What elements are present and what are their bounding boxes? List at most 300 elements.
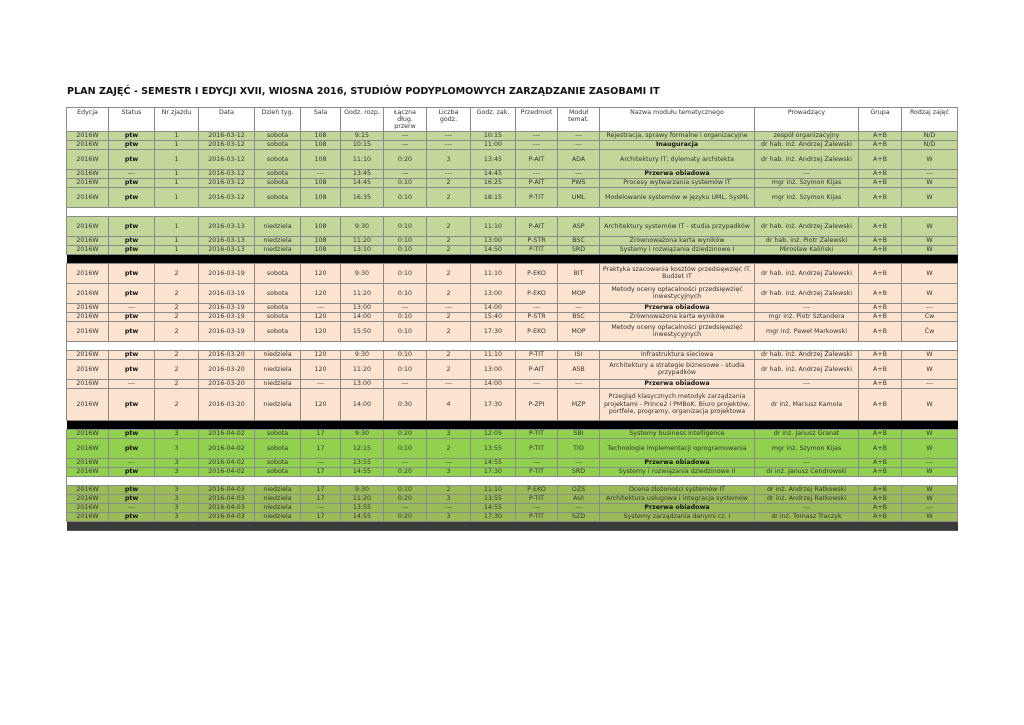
cell-date: 2016-04-02 <box>199 458 255 467</box>
cell-edition: 2016W <box>67 429 109 438</box>
cell-status: ptw <box>109 485 155 494</box>
cell-hours: --- <box>427 131 471 140</box>
cell-end-time: 13:45 <box>471 149 516 169</box>
cell-weekday: niedziela <box>255 379 301 388</box>
cell-module-code: ISI <box>558 350 600 359</box>
cell-weekday: sobota <box>255 283 301 303</box>
cell-class-type: --- <box>902 458 958 467</box>
cell-room: 120 <box>301 359 341 379</box>
cell-module-code: --- <box>558 303 600 312</box>
column-header-module-code: Moduł temat. <box>558 108 600 132</box>
cell-edition: 2016W <box>67 503 109 512</box>
cell-module-name: Architektura usługowa i integracja systemów <box>600 494 755 503</box>
cell-end-time: 18:15 <box>471 187 516 207</box>
cell-group: A+B <box>859 312 902 321</box>
cell-group: A+B <box>859 140 902 149</box>
table-row <box>67 245 958 254</box>
cell-weekday: niedziela <box>255 350 301 359</box>
cell-start-time: 13:55 <box>341 503 384 512</box>
cell-group: A+B <box>859 149 902 169</box>
cell-edition: 2016W <box>67 458 109 467</box>
cell-edition: 2016W <box>67 485 109 494</box>
cell-session-no: 1 <box>155 140 199 149</box>
cell-edition: 2016W <box>67 303 109 312</box>
cell-date: 2016-03-12 <box>199 149 255 169</box>
cell-weekday: sobota <box>255 178 301 187</box>
cell-module-code: SRD <box>558 245 600 254</box>
cell-break-length: 0:10 <box>384 236 427 245</box>
cell-hours: --- <box>427 169 471 178</box>
cell-module-code: --- <box>558 503 600 512</box>
cell-break-length: --- <box>384 169 427 178</box>
cell-date: 2016-03-12 <box>199 131 255 140</box>
cell-edition: 2016W <box>67 512 109 521</box>
cell-session-no: 2 <box>155 388 199 420</box>
cell-group: A+B <box>859 321 902 341</box>
cell-status: ptw <box>109 283 155 303</box>
cell-subject: --- <box>516 140 558 149</box>
cell-start-time: 13:55 <box>341 458 384 467</box>
cell-break-length: --- <box>384 503 427 512</box>
cell-hours: 2 <box>427 283 471 303</box>
cell-end-time: 14:00 <box>471 303 516 312</box>
cell-hours: 2 <box>427 245 471 254</box>
cell-status: ptw <box>109 131 155 140</box>
cell-class-type: --- <box>902 169 958 178</box>
cell-module-name: Systemy i rozwiązania dziedzinowe I <box>600 245 755 254</box>
cell-end-time: 13:00 <box>471 359 516 379</box>
cell-weekday: sobota <box>255 458 301 467</box>
cell-weekday: sobota <box>255 321 301 341</box>
column-header-room: Sala <box>301 108 341 132</box>
cell-session-no: 1 <box>155 245 199 254</box>
table-row <box>67 178 958 187</box>
cell-room: --- <box>301 169 341 178</box>
cell-end-time: 11:00 <box>471 140 516 149</box>
cell-session-no: 3 <box>155 429 199 438</box>
cell-status: ptw <box>109 149 155 169</box>
table-row <box>67 467 958 476</box>
cell-session-no: 3 <box>155 494 199 503</box>
cell-hours: 3 <box>427 429 471 438</box>
cell-session-no: 3 <box>155 458 199 467</box>
cell-weekday: sobota <box>255 312 301 321</box>
cell-class-type: W <box>902 263 958 283</box>
cell-session-no: 1 <box>155 149 199 169</box>
cell-hours: 3 <box>427 467 471 476</box>
cell-class-type: --- <box>902 503 958 512</box>
cell-edition: 2016W <box>67 438 109 458</box>
cell-break-length: 0:30 <box>384 388 427 420</box>
cell-hours: --- <box>427 503 471 512</box>
cell-edition: 2016W <box>67 350 109 359</box>
cell-lecturer: zespół organizacyjny <box>755 131 859 140</box>
cell-date: 2016-03-19 <box>199 283 255 303</box>
cell-lecturer: mgr inż. Szymon Kijas <box>755 187 859 207</box>
cell-subject: P-TIT <box>516 245 558 254</box>
table-row <box>67 429 958 438</box>
column-header-hours: Liczba godz. <box>427 108 471 132</box>
cell-subject: P-EKO <box>516 283 558 303</box>
cell-edition: 2016W <box>67 178 109 187</box>
cell-subject: P-EKO <box>516 321 558 341</box>
cell-start-time: 9:30 <box>341 429 384 438</box>
cell-break-length: 0:10 <box>384 321 427 341</box>
cell-weekday: sobota <box>255 429 301 438</box>
cell-date: 2016-03-12 <box>199 140 255 149</box>
column-header-end-time: Godz. zak. <box>471 108 516 132</box>
cell-module-code: --- <box>558 140 600 149</box>
cell-break-length: --- <box>384 458 427 467</box>
cell-end-time: 16:25 <box>471 178 516 187</box>
cell-start-time: 14:00 <box>341 388 384 420</box>
cell-date: 2016-03-20 <box>199 388 255 420</box>
cell-start-time: 12:15 <box>341 438 384 458</box>
cell-start-time: 9:30 <box>341 216 384 236</box>
cell-subject: --- <box>516 303 558 312</box>
cell-group: A+B <box>859 485 902 494</box>
cell-start-time: 13:00 <box>341 303 384 312</box>
cell-group: A+B <box>859 429 902 438</box>
cell-date: 2016-04-03 <box>199 494 255 503</box>
cell-module-code: ASB <box>558 359 600 379</box>
cell-start-time: 14:00 <box>341 312 384 321</box>
cell-break-length: --- <box>384 303 427 312</box>
column-header-session-no: Nr zjazdu <box>155 108 199 132</box>
cell-status: ptw <box>109 236 155 245</box>
cell-subject: P-TIT <box>516 438 558 458</box>
cell-module-name: Systemy business intelligence <box>600 429 755 438</box>
cell-module-name: Zrównoważona karta wyników <box>600 312 755 321</box>
cell-class-type: W <box>902 485 958 494</box>
cell-lecturer: mgr inż. Piotr Sztandera <box>755 312 859 321</box>
cell-room: 108 <box>301 236 341 245</box>
cell-lecturer: Mirosław Kaliński <box>755 245 859 254</box>
separator-cell <box>67 521 958 530</box>
cell-edition: 2016W <box>67 312 109 321</box>
cell-date: 2016-03-12 <box>199 178 255 187</box>
table-row <box>67 169 958 178</box>
column-header-start-time: Godz. rozp. <box>341 108 384 132</box>
cell-hours: --- <box>427 140 471 149</box>
column-header-weekday: Dzień tyg. <box>255 108 301 132</box>
cell-weekday: sobota <box>255 303 301 312</box>
cell-end-time: 14:50 <box>471 245 516 254</box>
cell-module-code: BIT <box>558 263 600 283</box>
cell-module-code: MOP <box>558 321 600 341</box>
cell-group: A+B <box>859 379 902 388</box>
cell-lecturer: --- <box>755 169 859 178</box>
cell-lecturer: dr hab. inż. Andrzej Zalewski <box>755 359 859 379</box>
cell-group: A+B <box>859 494 902 503</box>
cell-class-type: N/D <box>902 140 958 149</box>
cell-module-name: Architektury a strategie biznesowe - studia przypadków <box>600 359 755 379</box>
cell-subject: P-STR <box>516 312 558 321</box>
cell-lecturer: --- <box>755 379 859 388</box>
cell-weekday: sobota <box>255 438 301 458</box>
cell-group: A+B <box>859 169 902 178</box>
separator-cell <box>67 207 958 216</box>
cell-edition: 2016W <box>67 140 109 149</box>
separator-row <box>67 521 958 530</box>
cell-end-time: 11:10 <box>471 216 516 236</box>
cell-lecturer: --- <box>755 458 859 467</box>
cell-module-name: Procesy wytwarzania systemów IT <box>600 178 755 187</box>
separator-row <box>67 254 958 263</box>
cell-status: --- <box>109 503 155 512</box>
cell-class-type: W <box>902 149 958 169</box>
cell-module-code: SRD <box>558 467 600 476</box>
cell-module-name: Przerwa obiadowa <box>600 503 755 512</box>
cell-break-length: 0:10 <box>384 245 427 254</box>
cell-subject: P-TIT <box>516 494 558 503</box>
table-row <box>67 359 958 379</box>
cell-hours: 2 <box>427 359 471 379</box>
cell-subject: P-ZPI <box>516 388 558 420</box>
cell-subject: P-AIT <box>516 359 558 379</box>
table-row <box>67 263 958 283</box>
cell-end-time: 12:05 <box>471 429 516 438</box>
cell-end-time: 10:15 <box>471 131 516 140</box>
cell-room: 108 <box>301 245 341 254</box>
table-row <box>67 485 958 494</box>
cell-end-time: 14:45 <box>471 169 516 178</box>
cell-end-time: 14:55 <box>471 458 516 467</box>
cell-module-name: Systemy zarządzania danymi cz. I <box>600 512 755 521</box>
cell-lecturer: mgr inż. Szymon Kijas <box>755 178 859 187</box>
cell-group: A+B <box>859 438 902 458</box>
cell-start-time: 13:00 <box>341 379 384 388</box>
cell-break-length: 0:10 <box>384 350 427 359</box>
cell-hours: 4 <box>427 388 471 420</box>
cell-module-name: Metody oceny opłacalności przedsięwzięć inwestycyjnych <box>600 321 755 341</box>
cell-subject: P-AIT <box>516 178 558 187</box>
cell-lecturer: dr hab. inż. Andrzej Zalewski <box>755 263 859 283</box>
cell-edition: 2016W <box>67 388 109 420</box>
cell-end-time: 14:55 <box>471 503 516 512</box>
cell-class-type: W <box>902 467 958 476</box>
cell-lecturer: dr inż. Tomasz Traczyk <box>755 512 859 521</box>
cell-session-no: 3 <box>155 467 199 476</box>
cell-weekday: sobota <box>255 140 301 149</box>
cell-status: ptw <box>109 263 155 283</box>
cell-weekday: sobota <box>255 263 301 283</box>
cell-module-code: --- <box>558 131 600 140</box>
cell-start-time: 9:30 <box>341 350 384 359</box>
schedule-table <box>66 107 958 531</box>
cell-class-type: W <box>902 512 958 521</box>
cell-module-name: Architektury IT; dylematy architekta <box>600 149 755 169</box>
table-row <box>67 494 958 503</box>
cell-session-no: 3 <box>155 438 199 458</box>
column-header-date: Data <box>199 108 255 132</box>
cell-module-name: Rejestracja, sprawy formalne i organizacyjne <box>600 131 755 140</box>
cell-date: 2016-04-02 <box>199 438 255 458</box>
cell-date: 2016-03-13 <box>199 245 255 254</box>
cell-weekday: sobota <box>255 131 301 140</box>
cell-hours: --- <box>427 458 471 467</box>
cell-end-time: 17:30 <box>471 512 516 521</box>
table-row <box>67 350 958 359</box>
cell-subject: P-EKO <box>516 263 558 283</box>
cell-start-time: 9:15 <box>341 131 384 140</box>
cell-module-name: Przerwa obiadowa <box>600 458 755 467</box>
cell-session-no: 3 <box>155 503 199 512</box>
cell-break-length: 0:10 <box>384 216 427 236</box>
cell-lecturer: dr inż. Janusz Cendrowski <box>755 467 859 476</box>
table-row <box>67 187 958 207</box>
cell-module-code: AUI <box>558 494 600 503</box>
cell-status: ptw <box>109 178 155 187</box>
cell-subject: P-TIT <box>516 429 558 438</box>
cell-status: ptw <box>109 438 155 458</box>
cell-module-code: MOP <box>558 283 600 303</box>
cell-session-no: 2 <box>155 359 199 379</box>
cell-edition: 2016W <box>67 467 109 476</box>
cell-module-name: Ocena złożoności systemów IT <box>600 485 755 494</box>
cell-session-no: 2 <box>155 350 199 359</box>
cell-edition: 2016W <box>67 149 109 169</box>
cell-start-time: 15:50 <box>341 321 384 341</box>
cell-weekday: niedziela <box>255 503 301 512</box>
cell-group: A+B <box>859 187 902 207</box>
cell-room: 17 <box>301 512 341 521</box>
table-header <box>67 108 958 132</box>
cell-date: 2016-03-20 <box>199 350 255 359</box>
cell-module-name: Technologie implementacji oprogramowania <box>600 438 755 458</box>
cell-group: A+B <box>859 178 902 187</box>
cell-start-time: 11:10 <box>341 149 384 169</box>
cell-module-name: Praktyka szacowania kosztów przedsięwzięć IT. Budżet IT <box>600 263 755 283</box>
cell-lecturer: dr inż. Mariusz Kamola <box>755 388 859 420</box>
cell-session-no: 2 <box>155 312 199 321</box>
cell-group: A+B <box>859 458 902 467</box>
cell-weekday: niedziela <box>255 512 301 521</box>
cell-hours: 3 <box>427 149 471 169</box>
cell-module-code: BSC <box>558 236 600 245</box>
cell-weekday: sobota <box>255 187 301 207</box>
cell-break-length: 0:20 <box>384 512 427 521</box>
cell-room: 108 <box>301 140 341 149</box>
cell-start-time: 14:55 <box>341 467 384 476</box>
cell-module-code: OZS <box>558 485 600 494</box>
cell-hours: 2 <box>427 178 471 187</box>
cell-group: A+B <box>859 503 902 512</box>
cell-class-type: W <box>902 216 958 236</box>
separator-cell <box>67 420 958 429</box>
cell-end-time: 11:10 <box>471 485 516 494</box>
cell-module-code: TIO <box>558 438 600 458</box>
cell-subject: P-EKO <box>516 485 558 494</box>
cell-room: 120 <box>301 321 341 341</box>
cell-end-time: 11:10 <box>471 350 516 359</box>
cell-class-type: W <box>902 388 958 420</box>
cell-session-no: 1 <box>155 216 199 236</box>
cell-hours: 2 <box>427 263 471 283</box>
header-row <box>67 108 958 132</box>
cell-start-time: 10:15 <box>341 140 384 149</box>
table-row <box>67 458 958 467</box>
cell-status: ptw <box>109 512 155 521</box>
cell-class-type: W <box>902 283 958 303</box>
cell-edition: 2016W <box>67 169 109 178</box>
cell-class-type: W <box>902 236 958 245</box>
cell-start-time: 16:35 <box>341 187 384 207</box>
cell-weekday: sobota <box>255 149 301 169</box>
cell-weekday: sobota <box>255 467 301 476</box>
table-row <box>67 312 958 321</box>
cell-status: ptw <box>109 187 155 207</box>
table-row <box>67 131 958 140</box>
cell-module-name: Metody oceny opłacalności przedsięwzięć inwestycyjnych <box>600 283 755 303</box>
cell-date: 2016-04-02 <box>199 467 255 476</box>
column-header-class-type: Rodzaj zajęć <box>902 108 958 132</box>
cell-weekday: sobota <box>255 169 301 178</box>
cell-group: A+B <box>859 512 902 521</box>
cell-class-type: W <box>902 178 958 187</box>
cell-lecturer: dr hab. inż. Andrzej Zalewski <box>755 283 859 303</box>
cell-module-code: UML <box>558 187 600 207</box>
cell-session-no: 2 <box>155 263 199 283</box>
cell-start-time: 13:45 <box>341 169 384 178</box>
cell-edition: 2016W <box>67 494 109 503</box>
cell-status: ptw <box>109 494 155 503</box>
cell-lecturer: mgr inż. Paweł Markowski <box>755 321 859 341</box>
cell-group: A+B <box>859 359 902 379</box>
cell-hours: 2 <box>427 216 471 236</box>
cell-edition: 2016W <box>67 216 109 236</box>
cell-weekday: niedziela <box>255 245 301 254</box>
cell-break-length: 0:20 <box>384 429 427 438</box>
cell-module-name: Systemy i rozwiązania dziedzinowe II <box>600 467 755 476</box>
cell-weekday: niedziela <box>255 388 301 420</box>
cell-session-no: 2 <box>155 321 199 341</box>
cell-module-code: PWS <box>558 178 600 187</box>
cell-group: A+B <box>859 245 902 254</box>
cell-class-type: Ćw <box>902 321 958 341</box>
cell-break-length: 0:20 <box>384 494 427 503</box>
cell-session-no: 1 <box>155 169 199 178</box>
cell-start-time: 14:55 <box>341 512 384 521</box>
cell-group: A+B <box>859 263 902 283</box>
cell-hours: 2 <box>427 187 471 207</box>
cell-module-name: Inauguracja <box>600 140 755 149</box>
cell-lecturer: dr hab. inż. Piotr Zalewski <box>755 236 859 245</box>
cell-module-code: BSC <box>558 312 600 321</box>
cell-subject: --- <box>516 503 558 512</box>
cell-group: A+B <box>859 350 902 359</box>
cell-group: A+B <box>859 283 902 303</box>
cell-room: 120 <box>301 263 341 283</box>
cell-hours: 2 <box>427 321 471 341</box>
cell-room: 17 <box>301 485 341 494</box>
cell-status: ptw <box>109 140 155 149</box>
cell-start-time: 11:20 <box>341 236 384 245</box>
cell-lecturer: --- <box>755 303 859 312</box>
cell-class-type: W <box>902 350 958 359</box>
table-row <box>67 503 958 512</box>
cell-room: 120 <box>301 388 341 420</box>
cell-session-no: 1 <box>155 131 199 140</box>
cell-module-code: --- <box>558 379 600 388</box>
cell-weekday: niedziela <box>255 485 301 494</box>
separator-row <box>67 420 958 429</box>
cell-start-time: 9:30 <box>341 263 384 283</box>
cell-status: ptw <box>109 467 155 476</box>
cell-end-time: 13:55 <box>471 494 516 503</box>
cell-edition: 2016W <box>67 379 109 388</box>
cell-break-length: 0:20 <box>384 467 427 476</box>
